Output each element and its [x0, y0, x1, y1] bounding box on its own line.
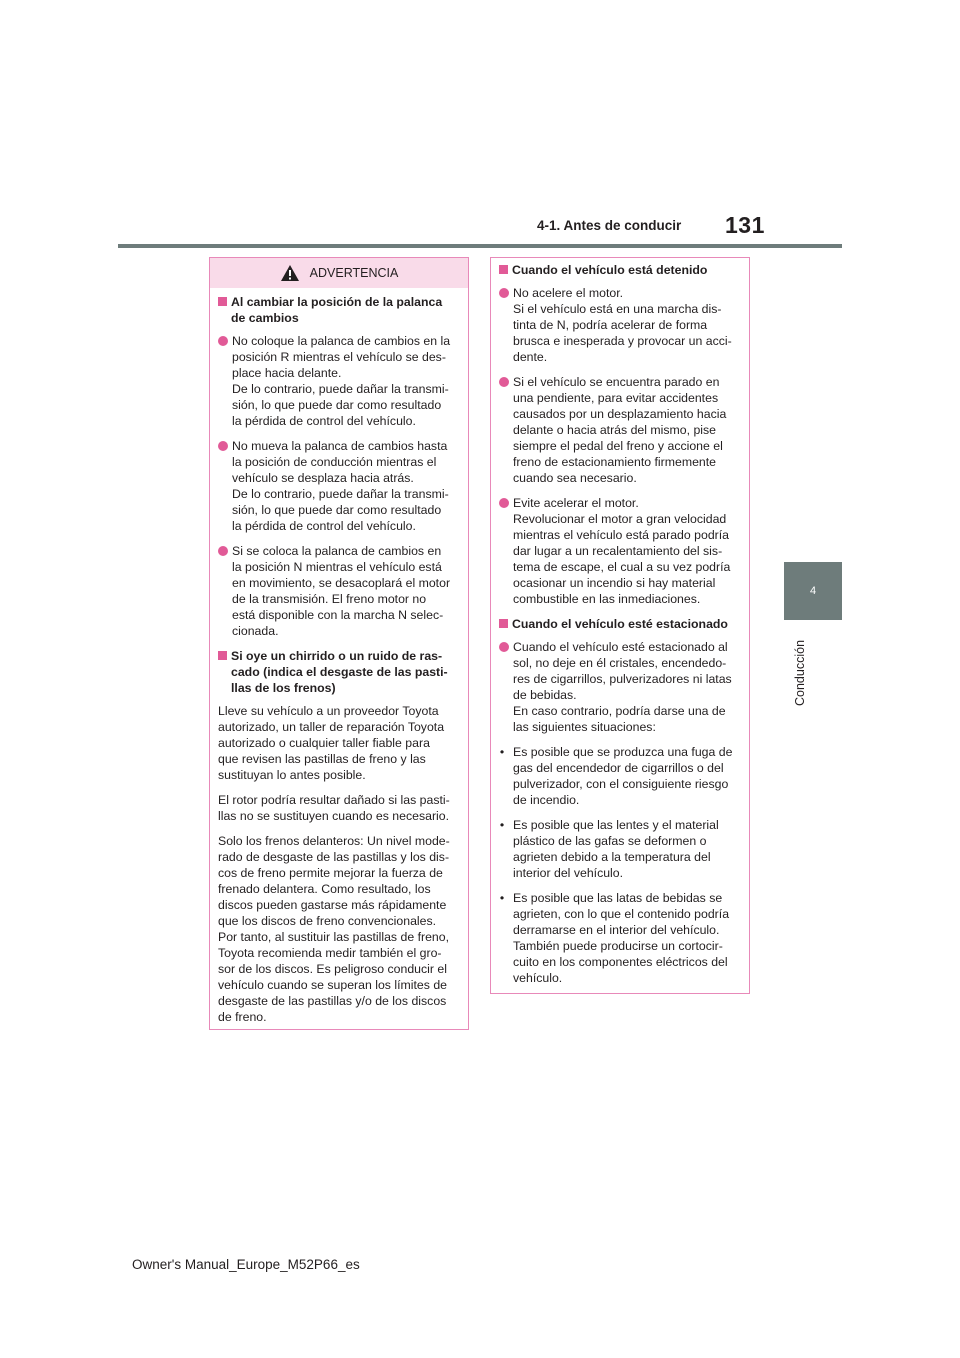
- paragraph: Solo los frenos delanteros: Un nivel mode- rado de desgaste de las pastillas y los dis- cos de freno permite mejorar la fuerza de frenado delantera. Como resultado, los discos pueden gastarse más rápidamente que los discos de freno convencionales. Por tanto, al sustituir las pastillas de freno, Toyota recomienda medir también el gro- sor de los discos. Es peligroso conducir el vehículo cuando se superan los límites de desgaste de las pastillas y/o de los discos de freno.: [218, 834, 450, 1024]
- list-item: Si el vehículo se encuentra parado en una pendiente, para evitar accidentes causados por un desplazamiento hacia delante o hacia atrás del mismo, pise siempre el pedal del freno y accione el freno de estacionamiento firmemente cuando sea necesario.: [499, 374, 741, 486]
- warning-label: ADVERTENCIA: [309, 266, 399, 280]
- dot-bullet: •: [499, 818, 505, 832]
- circle-bullet-icon: [218, 441, 228, 451]
- warning-content-right: [491, 258, 749, 986]
- list-item: Evite acelerar el motor. Revolucionar el motor a gran velocidad mientras el vehículo está parado podría dar lugar a un recalentamiento del sis- tema de escape, el cual a su vez podría ocasionar un incendio si hay material combustible en las inmediaciones.: [499, 495, 741, 607]
- paragraph: El rotor podría resultar dañado si las pasti- llas no se sustituyen cuando es necesario.: [218, 793, 450, 823]
- section-heading: Al cambiar la posición de la palanca de cambios: [218, 294, 460, 326]
- chapter-tab[interactable]: [784, 562, 842, 620]
- header-rule: [118, 244, 842, 248]
- circle-bullet-icon: [499, 288, 509, 298]
- list-item: No mueva la palanca de cambios hasta la posición de conducción mientras el vehículo se desplaza hacia atrás. De lo contrario, puede dañar la transmi- sión, lo que puede dar como resultado la pérdida de control del vehículo.: [218, 438, 460, 534]
- footer-text: Owner's Manual_Europe_M52P66_es: [132, 1257, 360, 1272]
- page-number: 131: [725, 212, 765, 238]
- paragraph: Lleve su vehículo a un proveedor Toyota autorizado, un taller de reparación Toyota autorizado o cualquier taller fiable para que revisen las pastillas de freno y las sustituyan lo antes posible.: [218, 704, 445, 782]
- chapter-label: [795, 632, 807, 706]
- list-item: No acelere el motor. Si el vehículo está en una marcha dis- tinta de N, podría acelerar de forma brusca e inesperada y provocar un acci- dente.: [499, 285, 741, 365]
- dot-bullet: •: [499, 891, 505, 905]
- section-heading: Si oye un chirrido o un ruido de ras- cado (indica el desgaste de las pasti- llas de los frenos): [218, 648, 460, 696]
- sub-bullet-item: • Es posible que se produzca una fuga de gas del encendedor de cigarrillos o del pulverizador, con el consiguiente riesgo de incendio.: [499, 745, 733, 807]
- sub-bullet-item: • Es posible que las latas de bebidas se agrieten, con lo que el contenido podría derramarse en el interior del vehículo. También puede producirse un cortocir- cuito en los componentes eléctricos del vehículo.: [499, 891, 730, 985]
- warning-box-left: [209, 257, 469, 1030]
- chapter-label-text: Conducción: [793, 639, 807, 706]
- circle-bullet-icon: [218, 546, 228, 556]
- warning-triangle-icon: [280, 264, 300, 282]
- warning-header: [210, 258, 468, 288]
- section-heading: Cuando el vehículo esté estacionado: [499, 616, 741, 632]
- warning-box-right: [490, 257, 750, 994]
- square-bullet-icon: [499, 265, 508, 274]
- circle-bullet-icon: [499, 377, 509, 387]
- square-bullet-icon: [499, 619, 508, 628]
- dot-bullet: •: [499, 745, 505, 759]
- chapter-number: 4: [809, 585, 817, 597]
- circle-bullet-icon: [499, 498, 509, 508]
- section-title: 4-1. Antes de conducir: [537, 218, 682, 233]
- list-item: Cuando el vehículo esté estacionado al sol, no deje en él cristales, encendedo- res de cigarrillos, pulverizadores ni latas de bebidas. En caso contrario, podría darse una de las siguientes situaciones:: [499, 639, 741, 735]
- list-item: Si se coloca la palanca de cambios en la posición N mientras el vehículo está en movimiento, se desacoplará el motor de la transmisión. El freno motor no está disponible con la marcha N selec- cionada.: [218, 543, 460, 639]
- section-heading: Cuando el vehículo está detenido: [499, 262, 741, 278]
- circle-bullet-icon: [499, 642, 509, 652]
- square-bullet-icon: [218, 651, 227, 660]
- square-bullet-icon: [218, 297, 227, 306]
- list-item: No coloque la palanca de cambios en la posición R mientras el vehículo se des- place hacia delante. De lo contrario, puede dañar la transmi- sión, lo que puede dar como resultado la pérdida de control del vehículo.: [218, 333, 460, 429]
- circle-bullet-icon: [218, 336, 228, 346]
- sub-bullet-item: • Es posible que las lentes y el material plástico de las gafas se deformen o agrieten debido a la temperatura del interior del vehículo.: [499, 818, 719, 880]
- warning-content-left: [210, 288, 468, 1025]
